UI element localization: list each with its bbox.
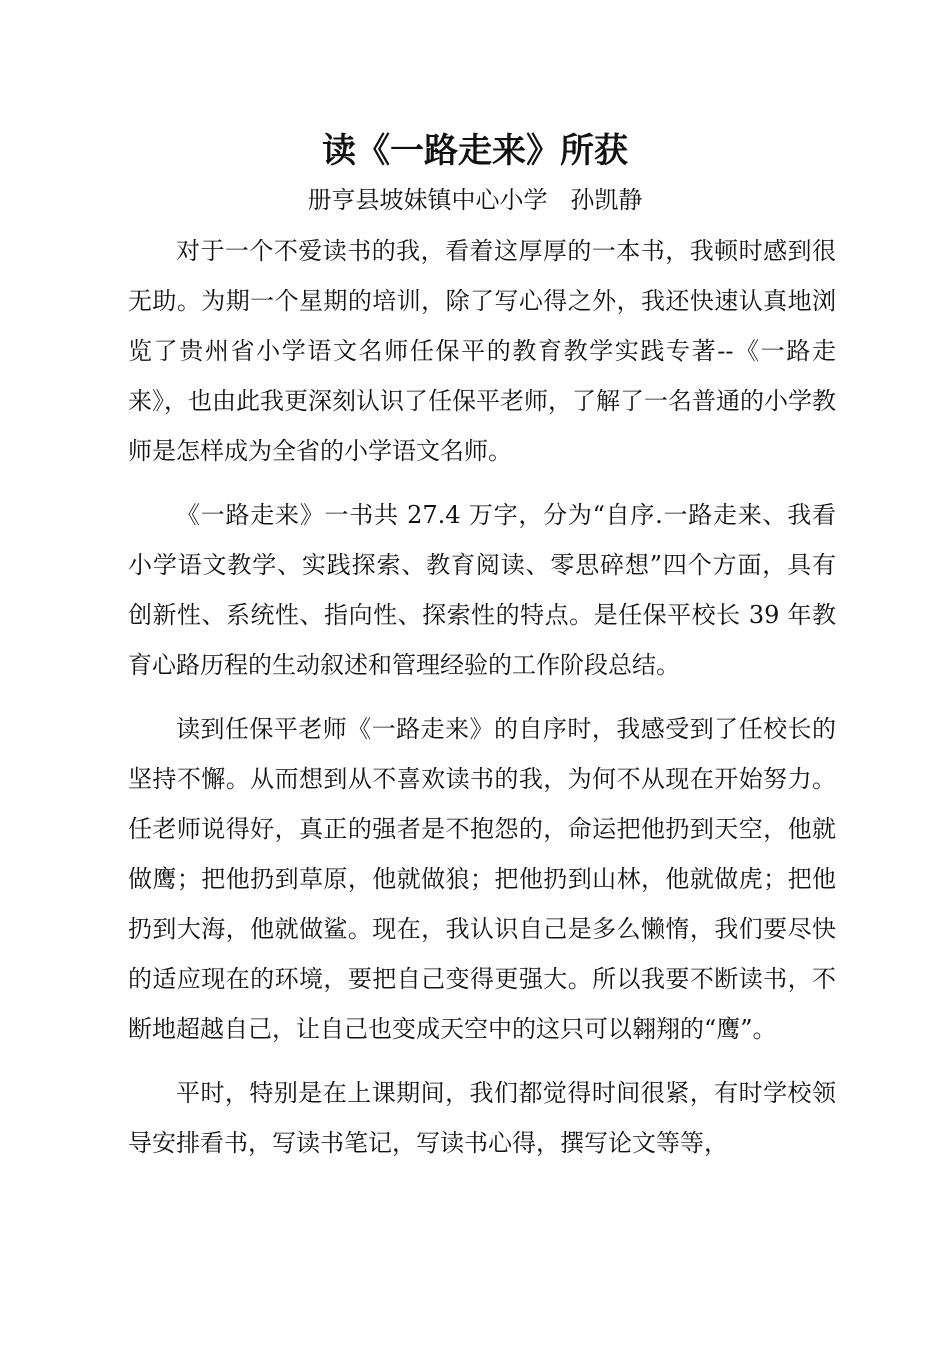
document-title: 读《一路走来》所获 [322,131,628,171]
author-byline: 册亨县坡妹镇中心小学 孙凯静 [307,186,643,214]
paragraph: 读到任保平老师《一路走来》的自序时，我感受到了任校长的坚持不懈。从而想到从不喜欢读书的我，为何不从现在开始努力。任老师说得好，真正的强者是不抱怨的，命运把他扔到天空，他就做鹰；把他扔到草原，他就做狼；把他扔到山林，他就做虎；把他扔到大海，他就做鲨。现在，我认识自己是多么懒惰，我们要尽快的适应现在的环境，要把自己变得更强大。所以我要不断读书，不断地超越自己，让自己也变成天空中的这只可以翱翔的“鹰”。 [128,715,836,1043]
document-body [128,226,836,1168]
paragraph: 《一路走来》一书共 27.4 万字，分为“自序.一路走来、我看小学语文教学、实践探索、教育阅读、零思碎想”四个方面，具有创新性、系统性、指向性、探索性的特点。是任保平校长 39 年教育心路历程的生动叙述和管理经验的工作阶段总结。 [128,501,836,679]
paragraph: 平时，特别是在上课期间，我们都觉得时间很紧，有时学校领导安排看书，写读书笔记，写读书心得，撰写论文等等， [128,1079,836,1157]
paragraph: 对于一个不爱读书的我，看着这厚厚的一本书，我顿时感到很无助。为期一个星期的培训，除了写心得之外，我还快速认真地浏览了贵州省小学语文名师任保平的教育教学实践专著--《一路走来》，也由此我更深刻认识了任保平老师，了解了一名普通的小学教师是怎样成为全省的小学语文名师。 [128,237,836,465]
